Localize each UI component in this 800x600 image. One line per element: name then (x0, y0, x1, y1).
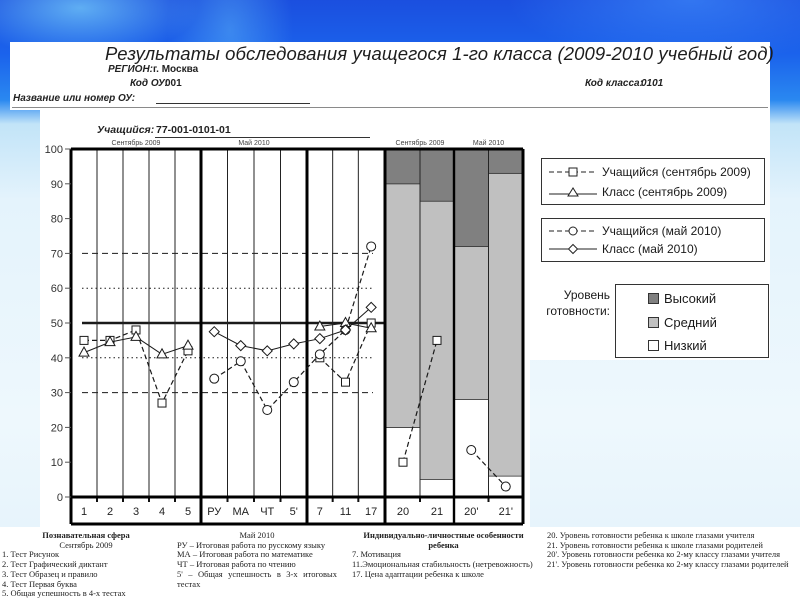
y-tick-label: 10 (50, 457, 63, 470)
high-swatch-icon (648, 293, 659, 304)
group-label: Сентябрь 2009 (395, 140, 445, 147)
x-category-label: 21 (430, 506, 444, 518)
readiness-item-medium (648, 313, 717, 331)
legend-label: Класс (сентябрь 2009) (602, 185, 728, 199)
solid-diamond-line-icon (548, 243, 598, 255)
footer-item: 21'. Уровень готовности ребенка ко 2-му классу глазами родителей (547, 559, 789, 570)
legend-september (541, 158, 765, 205)
legend-label: Класс (май 2010) (602, 242, 698, 256)
y-tick-label: 90 (50, 178, 63, 191)
diamond-marker (236, 341, 246, 351)
school-code-value: 001 (165, 78, 182, 89)
dashed-circle-line-icon (548, 225, 598, 237)
diamond-marker (209, 327, 219, 337)
group-label: Май 2010 (472, 140, 505, 147)
legend-label: Учащийся (сентябрь 2009) (602, 165, 751, 179)
x-category-label: 2 (106, 506, 114, 518)
square-marker (342, 378, 350, 386)
y-tick-label: 50 (50, 318, 63, 330)
bar-segment-1 (489, 173, 524, 476)
legend-may (541, 218, 765, 262)
footer-item: 4. Тест Первая буква (2, 578, 77, 589)
x-category-label: 17 (365, 506, 378, 518)
bar-segment-0 (420, 480, 454, 497)
x-category-label: 20' (464, 506, 479, 518)
readiness-title-line2: готовности: (546, 304, 610, 318)
footer-personal-title: Индивидуально-личностные особенности ребенка (363, 530, 524, 550)
readiness-label: Средний (664, 314, 717, 330)
x-category-label: МА (232, 506, 249, 518)
readiness-item-low (648, 336, 707, 354)
bar-segment-2 (489, 149, 524, 173)
footer-item: РУ – Итоговая работа по русскому языку (177, 539, 326, 550)
y-tick-label: 0 (56, 492, 63, 504)
class-code-label: Код класса: (585, 78, 643, 89)
x-category-label: 5 (184, 506, 192, 518)
line-series-2 (210, 242, 376, 415)
readiness-label: Низкий (664, 337, 707, 353)
triangle-marker (183, 340, 193, 349)
medium-swatch-icon (648, 317, 659, 328)
footer-item: 3. Тест Образец и правило (2, 568, 98, 579)
circle-marker (501, 482, 510, 491)
y-tick-label: 80 (50, 213, 63, 226)
square-marker (433, 336, 441, 344)
footer-item: 20. Уровень готовности ребенка к школе глазами учителя (547, 530, 755, 540)
footer-item: ЧТ – Итоговая работа по чтению (177, 559, 296, 570)
circle-marker (289, 378, 298, 387)
x-category-label: 5' (289, 506, 298, 518)
y-tick-label: 30 (50, 387, 63, 400)
x-category-label: 3 (132, 506, 140, 518)
bar-segment-2 (386, 149, 420, 184)
footer-item: 7. Мотивация (352, 549, 401, 560)
region-label: РЕГИОН: (108, 64, 153, 75)
diamond-marker (289, 339, 299, 349)
legend-item-student-sep (548, 164, 751, 180)
diamond-marker (262, 346, 272, 356)
readiness-legend (615, 284, 769, 358)
solid-triangle-line-icon (548, 186, 598, 198)
student-label: Учащийся: (97, 124, 155, 136)
footer-item: 5. Общая успешность в 4-х тестах (2, 588, 126, 599)
footer-item: 1. Тест Рисунок (2, 549, 60, 560)
footer-item: МА – Итоговая работа по математике (177, 549, 313, 560)
readiness-title-line1: Уровень (563, 288, 610, 302)
school-name-label: Название или номер ОУ: (13, 93, 136, 104)
x-category-label: 20 (396, 506, 410, 518)
footer-item: 21. Уровень готовности ребенка к школе глазами родителей (547, 539, 763, 550)
report-title: Результаты обследования учащегося 1-го класса (2009-2010 учебный год) (105, 43, 774, 64)
x-category-label: ЧТ (260, 506, 275, 518)
circle-marker (210, 374, 219, 383)
bar-segment-1 (386, 184, 420, 428)
dashed-square-line-icon (548, 166, 598, 178)
y-tick-label: 70 (50, 248, 63, 261)
circle-marker (315, 350, 324, 359)
footer-cognitive-title: Познавательная сфера (42, 530, 130, 540)
x-category-label: 7 (316, 506, 323, 518)
readiness-label: Высокий (664, 290, 717, 306)
y-tick-label: 60 (50, 283, 63, 296)
y-tick-label: 100 (44, 144, 63, 156)
readiness-item-high (648, 289, 716, 307)
class-code-value: 0101 (641, 78, 664, 89)
x-category-label: 1 (80, 506, 88, 518)
footer-item: 5' – Общая успешность в 3-х итоговых тестах (177, 568, 337, 589)
x-category-label: 4 (158, 506, 166, 518)
x-category-label: РУ (207, 506, 222, 518)
footer-personal (352, 531, 535, 580)
footer-item: 11.Эмоциональная стабильность (нетревожность) (352, 559, 533, 570)
readiness-legend-title (540, 287, 610, 319)
group-label: Сентябрь 2009 (111, 140, 161, 147)
bar-segment-2 (454, 149, 489, 246)
square-marker (80, 336, 88, 344)
x-category-label: 21' (498, 506, 513, 518)
school-code-label: Код ОУ: (130, 78, 168, 89)
legend-item-class-sep (548, 184, 727, 200)
diamond-marker (315, 334, 325, 344)
student-id: 77-001-0101-01 (156, 124, 231, 136)
low-swatch-icon (648, 340, 659, 351)
y-tick-label: 20 (50, 422, 63, 435)
circle-marker (263, 406, 272, 415)
footer-readiness (547, 531, 799, 570)
legend-item-student-may (548, 223, 721, 239)
circle-marker (467, 446, 476, 455)
footer-final-tests (177, 531, 337, 589)
legend-label: Учащийся (май 2010) (602, 224, 722, 238)
circle-marker (236, 357, 245, 366)
footer-item: 20'. Уровень готовности ребенка ко 2-му классу глазами учителя (547, 549, 781, 560)
legend-item-class-may (548, 241, 698, 257)
group-label: Май 2010 (238, 140, 270, 147)
bar-segment-2 (420, 149, 454, 201)
footer-final-tests-title: Май 2010 (239, 530, 275, 540)
square-marker (399, 458, 407, 466)
region-value: г. Москва (153, 64, 199, 75)
circle-marker (367, 242, 376, 251)
footer-item: 2. Тест Графический диктант (2, 559, 108, 570)
y-tick-label: 40 (50, 352, 63, 365)
footer-item: 17. Цена адаптации ребенка к школе (352, 568, 484, 579)
x-category-label: 11 (339, 506, 352, 518)
footer-cognitive-subtitle: Сентябрь 2009 (59, 539, 113, 550)
square-marker (158, 399, 166, 407)
footer-cognitive (2, 531, 170, 599)
bar-segment-1 (454, 246, 489, 399)
